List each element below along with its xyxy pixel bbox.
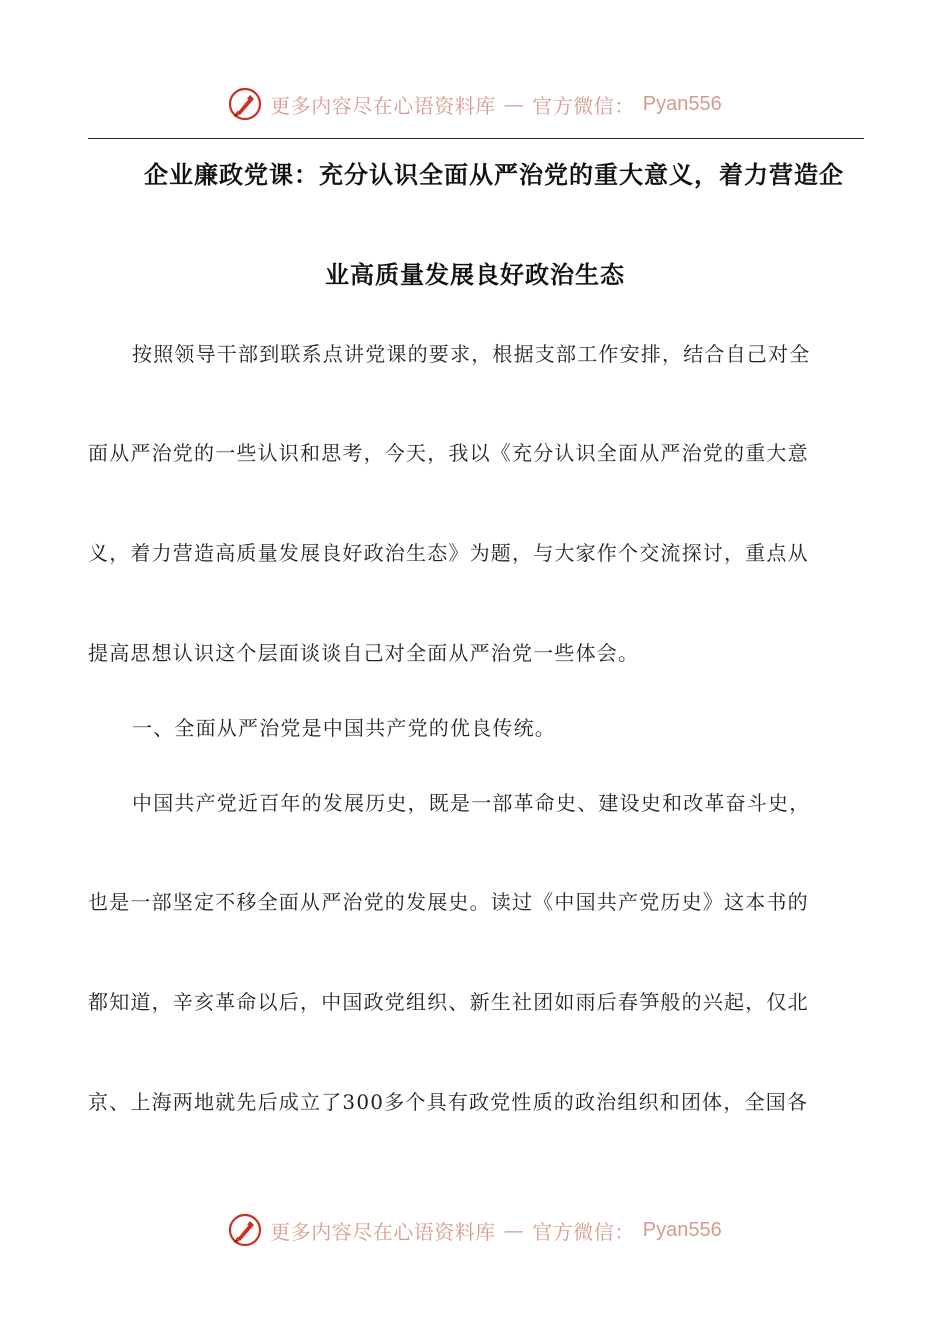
- header-rule: [88, 138, 864, 139]
- body-line: 京、上海两地就先后成立了300多个具有政党性质的政治组织和团体，全国各: [88, 1090, 809, 1114]
- body-line: 中国共产党近百年的发展历史，既是一部革命史、建设史和改革奋斗史，: [132, 791, 811, 815]
- body-line: 提高思想认识这个层面谈谈自己对全面从严治党一些体会。: [88, 641, 640, 665]
- body-line: 都知道，辛亥革命以后，中国政党组织、新生社团如雨后春笋般的兴起，仅北: [88, 990, 809, 1014]
- body-line: 也是一部坚定不移全面从严治党的发展史。读过《中国共产党历史》这本书的: [88, 890, 809, 914]
- document-title-line-1: 企业廉政党课：充分认识全面从严治党的重大意义，着力营造企: [144, 160, 844, 189]
- banner-wechat-id: Pyan556: [642, 92, 722, 115]
- header-banner: [0, 82, 950, 126]
- banner-separator: —: [503, 1218, 525, 1242]
- banner-separator: —: [503, 92, 525, 116]
- banner-site-text: 更多内容尽在心语资料库: [270, 1219, 496, 1244]
- banner-site-text: 更多内容尽在心语资料库: [270, 93, 496, 118]
- body-line: 义，着力营造高质量发展良好政治生态》为题，与大家作个交流探讨，重点从: [88, 541, 809, 565]
- banner-wechat-label: 官方微信：: [532, 93, 635, 118]
- banner-wechat-id: Pyan556: [642, 1218, 722, 1241]
- body-line: 面从严治党的一些认识和思考，今天，我以《充分认识全面从严治党的重大意: [88, 441, 809, 465]
- document-title-line-2: 业高质量发展良好政治生态: [325, 260, 625, 289]
- section-heading: 一、全面从严治党是中国共产党的优良传统。: [132, 716, 556, 740]
- body-line: 按照领导干部到联系点讲党课的要求，根据支部工作安排，结合自己对全: [132, 342, 811, 366]
- banner-wechat-label: 官方微信：: [532, 1219, 635, 1244]
- footer-banner: [0, 1208, 950, 1252]
- pen-nib-icon: [228, 1213, 262, 1247]
- pen-nib-icon: [228, 87, 262, 121]
